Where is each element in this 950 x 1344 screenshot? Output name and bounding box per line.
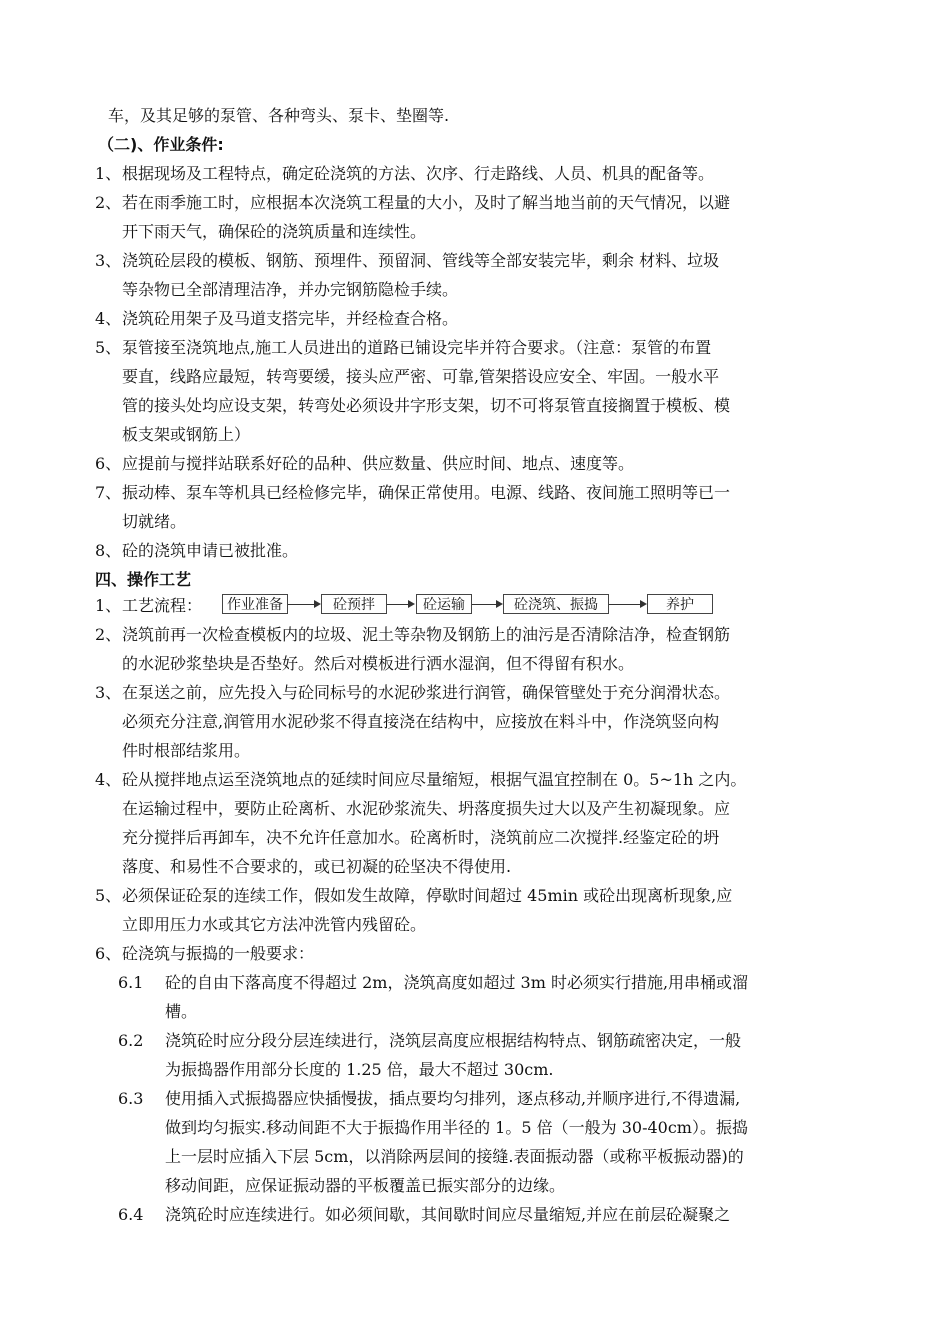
text-line: 工艺流程： — [122, 596, 203, 615]
arrow-right-icon — [640, 600, 647, 608]
item-number: 5、 — [95, 338, 122, 357]
text-line: 砼的浇筑申请已被批准。 — [122, 541, 299, 560]
text-line: 浇筑前再一次检查模板内的垃圾、泥土等杂物及钢筋上的油污是否清除洁净，检查钢筋 — [122, 625, 731, 644]
text-line: 浇筑砼时应连续进行。如必须间歇，其间歇时间应尽量缩短,并应在前层砼凝聚之 — [165, 1205, 731, 1224]
text-line: 槽。 — [165, 1002, 198, 1021]
text-line: 根据现场及工程特点，确定砼浇筑的方法、次序、行走路线、人员、机具的配备等。 — [122, 164, 715, 183]
section-heading: 四、操作工艺 — [95, 570, 192, 589]
text-line: 移动间距，应保证振动器的平板覆盖已振实部分的边缘。 — [165, 1176, 566, 1195]
flow-connector — [609, 604, 642, 605]
flow-connector — [472, 604, 497, 605]
flow-step-cure: 养护 — [647, 594, 713, 614]
item-number: 1、 — [95, 596, 122, 615]
process-flow-diagram — [206, 592, 726, 616]
text-line: 振动棒、泵车等机具已经检修完毕，确保正常使用。电源、线路、夜间施工照明等已一 — [122, 483, 731, 502]
text-line: 上一层时应插入下层 5cm，以消除两层间的接缝.表面振动器（或称平板振动器)的 — [165, 1147, 744, 1166]
flow-step-premix: 砼预拌 — [321, 594, 387, 614]
flow-step-prepare: 作业准备 — [222, 594, 288, 614]
text-line: 在泵送之前，应先投入与砼同标号的水泥砂浆进行润管，确保管壁处于充分润滑状态。 — [122, 683, 731, 702]
section-heading: （二)、作业条件: — [98, 135, 224, 154]
text-line: 要直，线路应最短，转弯要缓，接头应严密、可靠,管架搭设应安全、牢固。一般水平 — [122, 367, 720, 386]
arrow-right-icon — [408, 600, 415, 608]
text-line: 浇筑砼时应分段分层连续进行，浇筑层高度应根据结构特点、钢筋疏密决定，一般 — [165, 1031, 742, 1050]
text-line: 做到均匀振实.移动间距不大于振捣作用半径的 1。5 倍（一般为 30-40cm）。振捣 — [165, 1118, 748, 1137]
item-number: 3、 — [95, 251, 122, 270]
flow-step-pour: 砼浇筑、振捣 — [503, 594, 609, 614]
text-line: 等杂物已全部清理洁净，并办完钢筋隐检手续。 — [122, 280, 459, 299]
text-line: 管的接头处均应设支架，转弯处必须设井字形支架，切不可将泵管直接搁置于模板、模 — [122, 396, 731, 415]
arrow-right-icon — [496, 600, 503, 608]
flow-connector — [387, 604, 409, 605]
item-number: 2、 — [95, 625, 122, 644]
text-line: 必须充分注意,润管用水泥砂浆不得直接浇在结构中，应接放在料斗中，作浇筑竖向构 — [122, 712, 720, 731]
text-line: 浇筑砼用架子及马道支搭完毕，并经检查合格。 — [122, 309, 459, 328]
item-number: 6、 — [95, 944, 122, 963]
text-line: 车，及其足够的泵管、各种弯头、泵卡、垫圈等. — [108, 106, 450, 125]
arrow-right-icon — [314, 600, 321, 608]
text-line: 开下雨天气，确保砼的浇筑质量和连续性。 — [122, 222, 427, 241]
flow-step-transport: 砼运输 — [416, 594, 472, 614]
text-line: 使用插入式振捣器应快插慢拔，插点要均匀排列，逐点移动,并顺序进行,不得遗漏, — [165, 1089, 741, 1108]
item-number: 4、 — [95, 770, 122, 789]
item-number: 8、 — [95, 541, 122, 560]
item-number: 7、 — [95, 483, 122, 502]
subitem-number: 6.2 — [118, 1031, 144, 1050]
item-number: 5、 — [95, 886, 122, 905]
text-line: 的水泥砂浆垫块是否垫好。然后对模板进行洒水湿润，但不得留有积水。 — [122, 654, 635, 673]
subitem-number: 6.4 — [118, 1205, 144, 1224]
text-line: 件时根部结浆用。 — [122, 741, 251, 760]
text-line: 板支架或钢筋上） — [122, 425, 251, 444]
text-line: 砼浇筑与振捣的一般要求： — [122, 944, 315, 963]
text-line: 应提前与搅拌站联系好砼的品种、供应数量、供应时间、地点、速度等。 — [122, 454, 635, 473]
text-line: 浇筑砼层段的模板、钢筋、预埋件、预留洞、管线等全部安装完毕，剩余 材料、垃圾 — [122, 251, 720, 270]
subitem-number: 6.3 — [118, 1089, 144, 1108]
item-number: 2、 — [95, 193, 122, 212]
text-line: 充分搅拌后再卸车，决不允许任意加水。砼离析时，浇筑前应二次搅拌.经鉴定砼的坍 — [122, 828, 720, 847]
text-line: 若在雨季施工时，应根据本次浇筑工程量的大小，及时了解当地当前的天气情况，以避 — [122, 193, 731, 212]
text-line: 落度、和易性不合要求的，或已初凝的砼坚决不得使用. — [122, 857, 512, 876]
text-line: 必须保证砼泵的连续工作，假如发生故障，停歇时间超过 45min 或砼出现离析现象,应 — [122, 886, 733, 905]
flow-connector — [288, 604, 316, 605]
item-number: 6、 — [95, 454, 122, 473]
item-number: 1、 — [95, 164, 122, 183]
subitem-number: 6.1 — [118, 973, 144, 992]
text-line: 切就绪。 — [122, 512, 187, 531]
text-line: 立即用压力水或其它方法冲洗管内残留砼。 — [122, 915, 427, 934]
text-line: 泵管接至浇筑地点,施工人员进出的道路已铺设完毕并符合要求。（注意：泵管的布置 — [122, 338, 712, 357]
text-line: 在运输过程中，要防止砼离析、水泥砂浆流失、坍落度损失过大以及产生初凝现象。应 — [122, 799, 731, 818]
text-line: 砼的自由下落高度不得超过 2m，浇筑高度如超过 3m 时必须实行措施,用串桶或溜 — [165, 973, 749, 992]
item-number: 3、 — [95, 683, 122, 702]
text-line: 砼从搅拌地点运至浇筑地点的延续时间应尽量缩短，根据气温宜控制在 0。5~1h 之内。 — [122, 770, 747, 789]
text-line: 为振捣器作用部分长度的 1.25 倍，最大不超过 30cm. — [165, 1060, 554, 1079]
item-number: 4、 — [95, 309, 122, 328]
